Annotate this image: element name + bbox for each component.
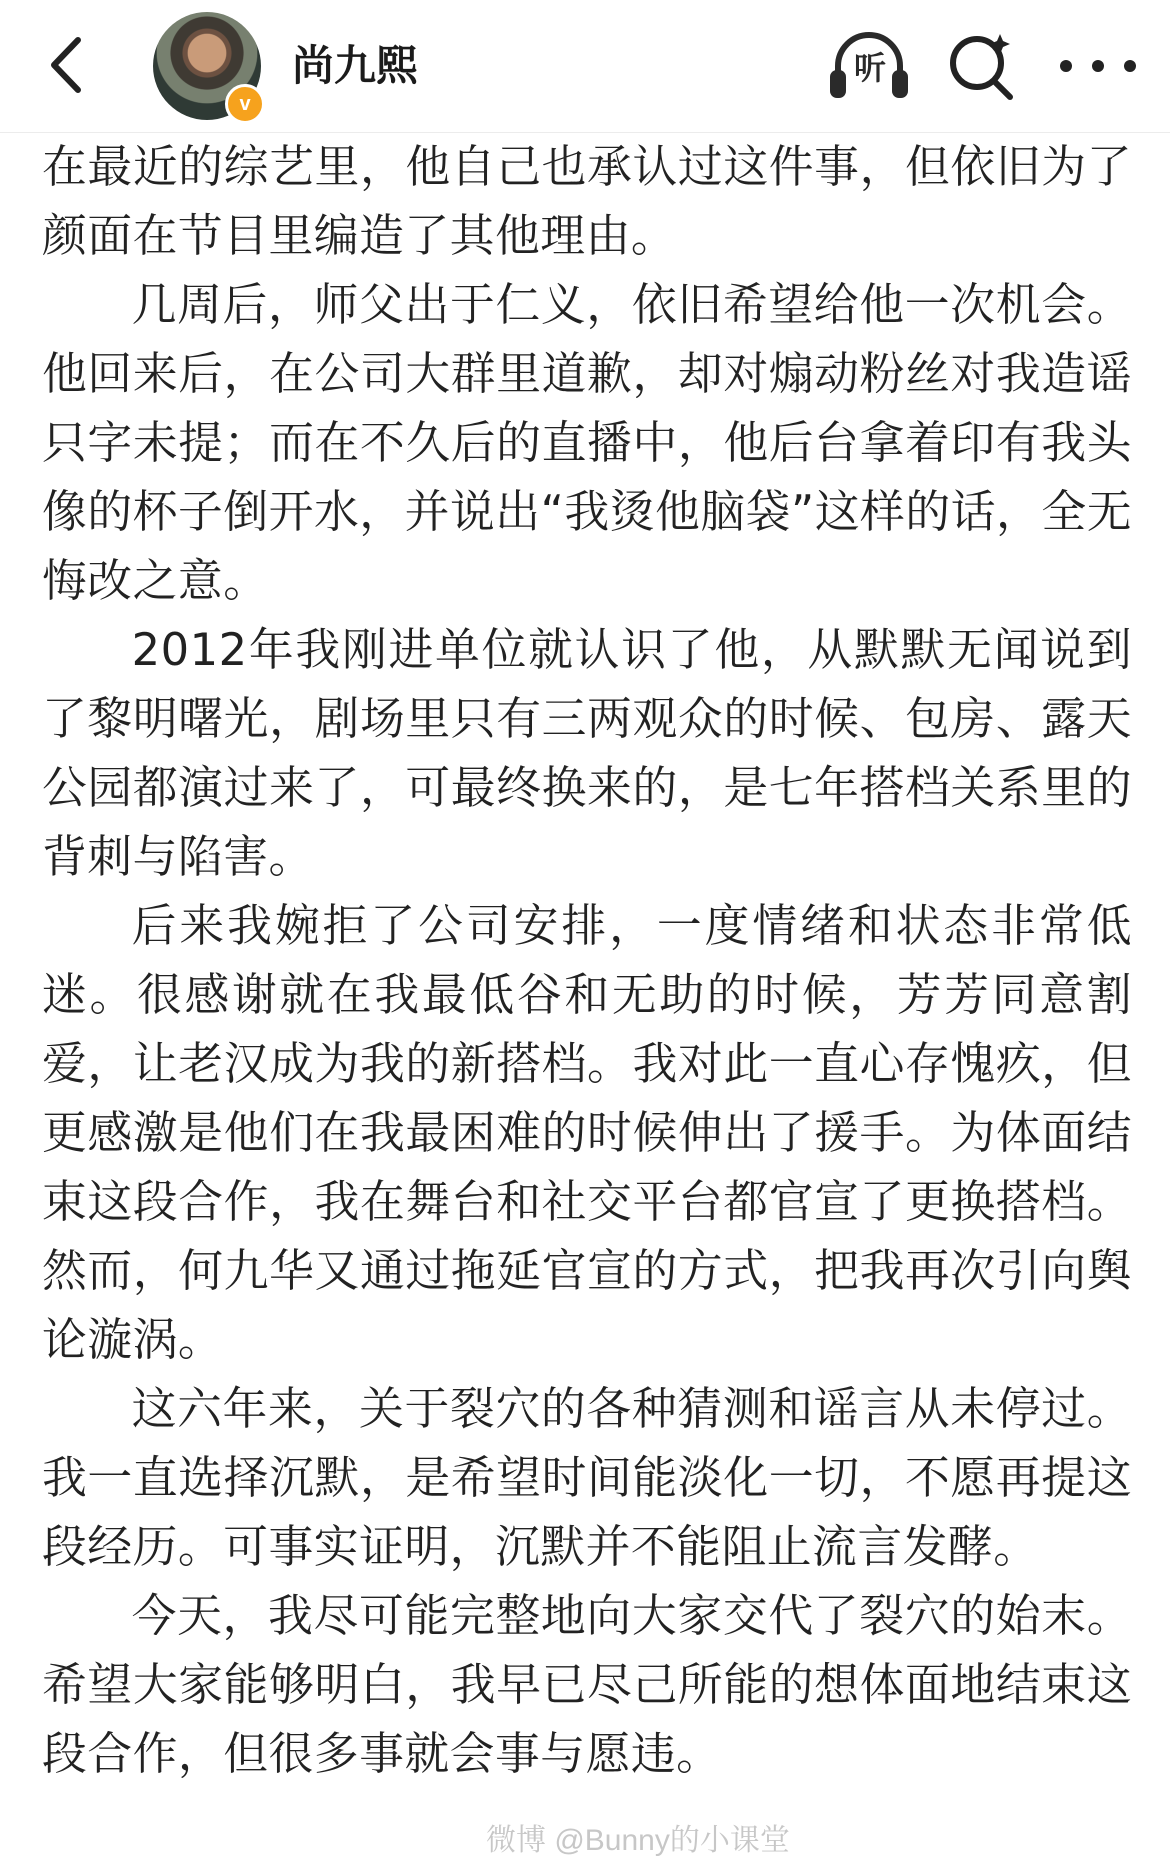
post-paragraph: 这六年来，关于裂穴的各种猜测和谣言从未停过。我一直选择沉默，是希望时间能淡化一切，不愿再提这段经历。可事实证明，沉默并不能阻止流言发酵。 <box>42 1382 1132 1573</box>
top-nav-bar <box>0 0 1170 133</box>
avatar[interactable] <box>153 12 261 120</box>
listen-label: 听 <box>853 49 886 87</box>
post-paragraph: 几周后，师父出于仁义，依旧希望给他一次机会。他回来后，在公司大群里道歉，却对煽动粉丝对我造谣只字未提；而在不久后的直播中，他后台拿着印有我头像的杯子倒开水，并说出“我烫他脑袋”这样的话，全无悔改之意。 <box>42 278 1132 607</box>
post-paragraph: 2012年我刚进单位就认识了他，从默默无闻说到了黎明曙光，剧场里只有三两观众的时候、包房、露天公园都演过来了，可最终换来的，是七年搭档关系里的背刺与陷害。 <box>42 623 1132 883</box>
post-paragraph: 后来我婉拒了公司安排，一度情绪和状态非常低迷。很感谢就在我最低谷和无助的时候，芳芳同意割爱，让老汉成为我的新搭档。我对此一直心存愧疚，但更感激是他们在我最困难的时候伸出了援手。为体面结束这段合作，我在舞台和社交平台都官宣了更换搭档。然而，何九华又通过拖延官宣的方式，把我再次引向舆论漩涡。 <box>42 899 1132 1366</box>
post-paragraph: 今天，我尽可能完整地向大家交代了裂穴的始末。希望大家能够明白，我早已尽己所能的想体面地结束这段合作，但很多事就会事与愿违。 <box>42 1589 1132 1780</box>
more-dots-icon[interactable] <box>1054 46 1142 86</box>
watermark: 微博 @Bunny的小课堂 <box>486 1824 790 1857</box>
search-sparkle-icon[interactable] <box>944 28 1020 104</box>
chevron-left-icon[interactable] <box>36 30 106 100</box>
verified-badge-icon: v <box>225 84 265 124</box>
username[interactable]: 尚九熙 <box>292 41 419 90</box>
post-paragraph: 在最近的综艺里，他自己也承认过这件事，但依旧为了颜面在节目里编造了其他理由。 <box>42 140 1132 262</box>
post-body <box>42 132 1132 1788</box>
listen-button[interactable] <box>826 26 912 106</box>
